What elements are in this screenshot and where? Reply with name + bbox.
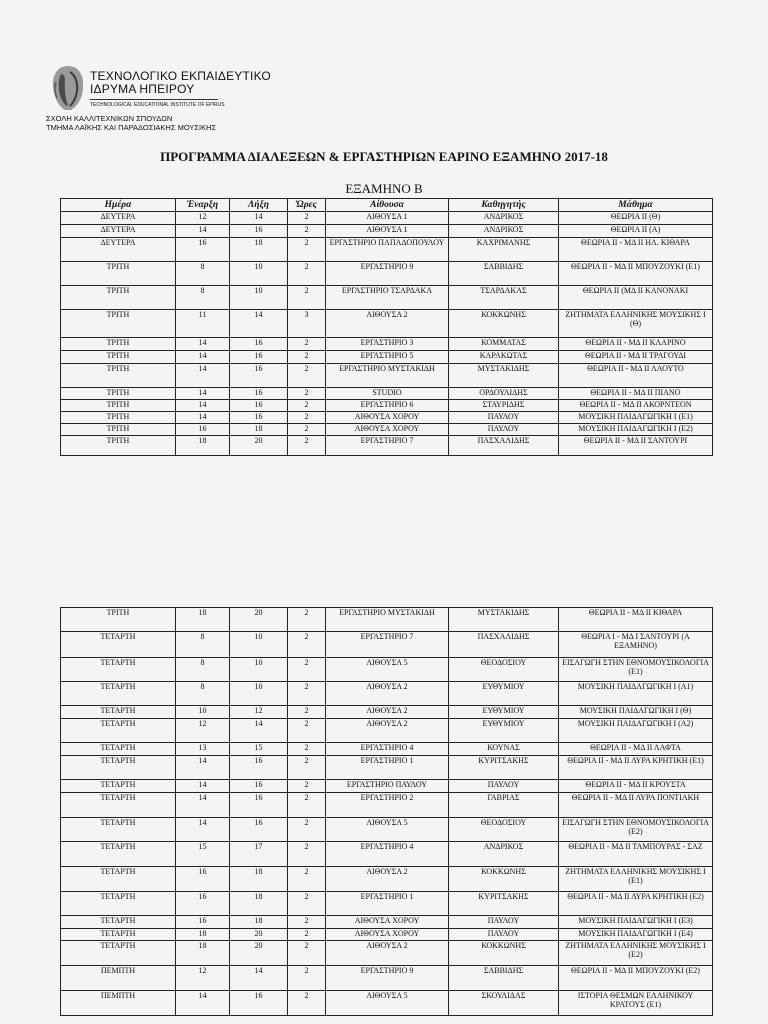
table-cell: ΜΟΥΣΙΚΗ ΠΑΙΔΑΓΩΓΙΚΗ Ι (Α1) xyxy=(559,682,713,706)
table-cell: ΘΕΩΡΙΑ ΙΙ - ΜΔ ΙΙ ΜΠΟΥΖΟΥΚΙ (Ε2) xyxy=(559,966,713,991)
table-cell: ΤΡΙΤΗ xyxy=(61,286,176,310)
table-cell: 2 xyxy=(288,706,326,719)
table-cell: 15 xyxy=(176,842,230,867)
table-cell: ΘΕΟΔΟΣΙΟΥ xyxy=(449,818,559,842)
table-cell: 18 xyxy=(176,941,230,966)
table-cell: 14 xyxy=(176,351,230,364)
table-cell: ΚΑΧΡΙΜΑΝΗΣ xyxy=(449,238,559,262)
table-cell: ΑΙΘΟΥΣΑ 2 xyxy=(326,682,449,706)
table-cell: ΕΙΣΑΓΩΓΗ ΣΤΗΝ ΕΘΝΟΜΟΥΣΙΚΟΛΟΓΙΑ (Ε1) xyxy=(559,658,713,682)
table-cell: ΕΡΓΑΣΤΗΡΙΟ ΤΣΑΡΔΑΚΑ xyxy=(326,286,449,310)
column-header: Καθηγητής xyxy=(449,199,559,212)
table-row xyxy=(61,929,713,941)
table-cell: ΤΕΤΑΡΤΗ xyxy=(61,743,176,756)
table-cell: 2 xyxy=(288,743,326,756)
table-cell: ΘΕΩΡΙΑ ΙΙ (ΜΔ ΙΙ ΚΑΝΟΝΑΚΙ xyxy=(559,286,713,310)
table-cell: 2 xyxy=(288,719,326,743)
table-cell: ΣΚΟΥΛΙΔΑΣ xyxy=(449,991,559,1016)
table-cell: 10 xyxy=(230,632,288,658)
table-cell: ΕΡΓΑΣΤΗΡΙΟ 1 xyxy=(326,892,449,916)
table-cell: 2 xyxy=(288,424,326,436)
table-cell: ΠΑΥΛΟΥ xyxy=(449,780,559,793)
table-cell: ΜΥΣΤΑΚΙΔΗΣ xyxy=(449,608,559,632)
table-cell: ΘΕΩΡΙΑ ΙΙ - ΜΔ ΙΙ ΚΡΟΥΣΤΑ xyxy=(559,780,713,793)
table-cell: ΖΗΤΗΜΑΤΑ ΕΛΛΗΝΙΚΗΣ ΜΟΥΣΙΚΗΣ Ι (Θ) xyxy=(559,310,713,338)
table-cell: ΑΙΘΟΥΣΑ 2 xyxy=(326,706,449,719)
table-header-row xyxy=(61,199,713,212)
table-cell: ΑΙΘΟΥΣΑ 2 xyxy=(326,719,449,743)
table-cell: 2 xyxy=(288,212,326,225)
table-row xyxy=(61,916,713,929)
table-cell: ΤΡΙΤΗ xyxy=(61,351,176,364)
table-row xyxy=(61,780,713,793)
column-header: Ημέρα xyxy=(61,199,176,212)
institute-name-english: TECHNOLOGICAL EDUCATIONAL INSTITUTE OF EPIRUS xyxy=(90,102,225,108)
table-cell: ΕΡΓΑΣΤΗΡΙΟ ΠΑΥΛΟΥ xyxy=(326,780,449,793)
table-cell: ΣΑΒΒΙΔΗΣ xyxy=(449,966,559,991)
table-cell: 20 xyxy=(230,929,288,941)
table-cell: ΚΑΡΑΚΩΤΑΣ xyxy=(449,351,559,364)
table-row xyxy=(61,719,713,743)
table-cell: ΤΕΤΑΡΤΗ xyxy=(61,682,176,706)
table-cell: 16 xyxy=(176,916,230,929)
table-cell: ΣΤΑΥΡΙΔΗΣ xyxy=(449,400,559,412)
table-cell: 14 xyxy=(176,991,230,1016)
table-cell: ΘΕΩΡΙΑ Ι - ΜΔ Ι ΣΑΝΤΟΥΡΙ (Α ΕΞΑΜΗΝΟ) xyxy=(559,632,713,658)
table-row xyxy=(61,991,713,1016)
table-row xyxy=(61,941,713,966)
table-cell: ΚΟΥΝΑΣ xyxy=(449,743,559,756)
institute-name-line2: ΙΔΡΥΜΑ ΗΠΕΙΡΟΥ xyxy=(90,82,195,96)
table-cell: ΕΡΓΑΣΤΗΡΙΟ 9 xyxy=(326,966,449,991)
table-cell: ΘΕΩΡΙΑ ΙΙ - ΜΔ ΙΙ ΛΑΟΥΤΟ xyxy=(559,364,713,388)
table-cell: ΚΥΡΙΤΣΑΚΗΣ xyxy=(449,892,559,916)
table-row xyxy=(61,892,713,916)
table-cell: ΤΡΙΤΗ xyxy=(61,608,176,632)
table-row xyxy=(61,286,713,310)
table-cell: ΤΕΤΑΡΤΗ xyxy=(61,756,176,780)
table-cell: ΤΡΙΤΗ xyxy=(61,262,176,286)
table-row xyxy=(61,682,713,706)
table-cell: ΚΟΚΚΩΝΗΣ xyxy=(449,941,559,966)
table-cell: 18 xyxy=(230,238,288,262)
table-cell: ΤΕΤΑΡΤΗ xyxy=(61,842,176,867)
table-cell: ΘΕΩΡΙΑ ΙΙ - ΜΔ ΙΙ ΗΛ. ΚΙΘΑΡΑ xyxy=(559,238,713,262)
table-cell: 14 xyxy=(176,388,230,400)
table-cell: ΤΡΙΤΗ xyxy=(61,436,176,456)
table-cell: 2 xyxy=(288,892,326,916)
table-cell: ΤΕΤΑΡΤΗ xyxy=(61,719,176,743)
table-cell: 8 xyxy=(176,262,230,286)
table-cell: 2 xyxy=(288,262,326,286)
table-cell: ΜΟΥΣΙΚΗ ΠΑΙΔΑΓΩΓΙΚΗ Ι (Ε4) xyxy=(559,929,713,941)
table-cell: ΠΑΥΛΟΥ xyxy=(449,424,559,436)
table-cell: ΘΕΩΡΙΑ ΙΙ (Θ) xyxy=(559,212,713,225)
table-cell: ΜΟΥΣΙΚΗ ΠΑΙΔΑΓΩΓΙΚΗ Ι (Α2) xyxy=(559,719,713,743)
table-cell: ΤΕΤΑΡΤΗ xyxy=(61,632,176,658)
table-cell: 14 xyxy=(176,364,230,388)
table-cell: ΘΕΩΡΙΑ ΙΙ (Α) xyxy=(559,225,713,238)
table-cell: 18 xyxy=(230,424,288,436)
table-cell: 16 xyxy=(176,424,230,436)
table-cell: ΑΙΘΟΥΣΑ 1 xyxy=(326,212,449,225)
table-cell: ΤΡΙΤΗ xyxy=(61,310,176,338)
table-row xyxy=(61,608,713,632)
table-cell: ΑΙΘΟΥΣΑ ΧΟΡΟΥ xyxy=(326,929,449,941)
table-cell: ΚΟΚΚΩΝΗΣ xyxy=(449,867,559,892)
table-cell: ΑΙΘΟΥΣΑ ΧΟΡΟΥ xyxy=(326,916,449,929)
table-cell: ΘΕΩΡΙΑ ΙΙ - ΜΔ ΙΙ ΛΥΡΑ ΚΡΗΤΙΚΗ (Ε1) xyxy=(559,756,713,780)
table-cell: 12 xyxy=(176,966,230,991)
table-cell: ΤΡΙΤΗ xyxy=(61,424,176,436)
institute-name-line1: ΤΕΧΝΟΛΟΓΙΚΟ ΕΚΠΑΙΔΕΥΤΙΚΟ xyxy=(90,69,271,83)
table-cell: 16 xyxy=(230,364,288,388)
table-cell: ΜΟΥΣΙΚΗ ΠΑΙΔΑΓΩΓΙΚΗ Ι (Ε2) xyxy=(559,424,713,436)
table-cell: 16 xyxy=(230,351,288,364)
table-cell: ΠΑΣΧΑΛΙΔΗΣ xyxy=(449,632,559,658)
table-cell: 14 xyxy=(176,400,230,412)
table-cell: ΖΗΤΗΜΑΤΑ ΕΛΛΗΝΙΚΗΣ ΜΟΥΣΙΚΗΣ Ι (Ε1) xyxy=(559,867,713,892)
table-cell: 14 xyxy=(230,212,288,225)
table-cell: 2 xyxy=(288,818,326,842)
table-cell: 2 xyxy=(288,238,326,262)
table-cell: ΔΕΥΤΕΡΑ xyxy=(61,238,176,262)
table-cell: STUDIO xyxy=(326,388,449,400)
table-cell: 2 xyxy=(288,867,326,892)
table-cell: 2 xyxy=(288,286,326,310)
table-cell: 18 xyxy=(230,867,288,892)
table-cell: 8 xyxy=(176,286,230,310)
table-cell: ΚΟΜΜΑΤΑΣ xyxy=(449,338,559,351)
table-row xyxy=(61,338,713,351)
table-cell: 2 xyxy=(288,991,326,1016)
table-cell: ΠΑΣΧΑΛΙΔΗΣ xyxy=(449,436,559,456)
table-row xyxy=(61,424,713,436)
table-cell: ΚΟΚΚΩΝΗΣ xyxy=(449,310,559,338)
table-cell: 18 xyxy=(230,916,288,929)
table-row xyxy=(61,436,713,456)
table-cell: ΤΕΤΑΡΤΗ xyxy=(61,867,176,892)
table-cell: 13 xyxy=(176,743,230,756)
table-row xyxy=(61,632,713,658)
table-cell: ΔΕΥΤΕΡΑ xyxy=(61,225,176,238)
table-cell: 2 xyxy=(288,400,326,412)
table-cell: ΔΕΥΤΕΡΑ xyxy=(61,212,176,225)
table-row xyxy=(61,867,713,892)
table-cell: 16 xyxy=(230,400,288,412)
table-cell: ΘΕΩΡΙΑ ΙΙ - ΜΔ ΙΙ ΛΥΡΑ ΠΟΝΤΙΑΚΗ xyxy=(559,793,713,818)
table-cell: 14 xyxy=(230,719,288,743)
table-cell: 10 xyxy=(230,286,288,310)
table-cell: 16 xyxy=(230,412,288,424)
table-cell: ΤΕΤΑΡΤΗ xyxy=(61,780,176,793)
table-row xyxy=(61,706,713,719)
table-cell: 2 xyxy=(288,632,326,658)
table-cell: ΘΕΩΡΙΑ ΙΙ - ΜΔ ΙΙ ΠΙΑΝΟ xyxy=(559,388,713,400)
table-cell: 2 xyxy=(288,412,326,424)
table-cell: ΙΣΤΟΡΙΑ ΘΕΣΜΩΝ ΕΛΛΗΝΙΚΟΥ ΚΡΑΤΟΥΣ (Ε1) xyxy=(559,991,713,1016)
table-row xyxy=(61,412,713,424)
table-cell: ΘΕΩΡΙΑ ΙΙ - ΜΔ ΙΙ ΤΑΜΠΟΥΡΑΣ - ΣΑΖ xyxy=(559,842,713,867)
table-cell: ΕΡΓΑΣΤΗΡΙΟ 7 xyxy=(326,632,449,658)
table-row xyxy=(61,793,713,818)
table-cell: 14 xyxy=(176,780,230,793)
table-cell: 2 xyxy=(288,756,326,780)
table-cell: 2 xyxy=(288,351,326,364)
table-cell: ΕΡΓΑΣΤΗΡΙΟ 7 xyxy=(326,436,449,456)
table-cell: 16 xyxy=(230,388,288,400)
table-row xyxy=(61,818,713,842)
schedule-table-part2 xyxy=(60,607,713,1016)
table-cell: ΠΑΥΛΟΥ xyxy=(449,929,559,941)
column-header: Ώρες xyxy=(288,199,326,212)
table-cell: 14 xyxy=(176,793,230,818)
table-cell: ΕΡΓΑΣΤΗΡΙΟ 6 xyxy=(326,400,449,412)
schedule-table-part1 xyxy=(60,198,713,456)
table-cell: ΤΕΤΑΡΤΗ xyxy=(61,818,176,842)
table-cell: 2 xyxy=(288,780,326,793)
table-cell: 14 xyxy=(176,412,230,424)
table-cell: 2 xyxy=(288,364,326,388)
table-cell: 14 xyxy=(176,225,230,238)
table-cell: 12 xyxy=(230,706,288,719)
table-cell: ΕΡΓΑΣΤΗΡΙΟ 4 xyxy=(326,842,449,867)
table-cell: ΑΙΘΟΥΣΑ 2 xyxy=(326,310,449,338)
table-row xyxy=(61,966,713,991)
table-cell: ΤΡΙΤΗ xyxy=(61,338,176,351)
table-cell: 12 xyxy=(176,719,230,743)
table-cell: 18 xyxy=(176,436,230,456)
table-cell: ΘΕΩΡΙΑ ΙΙ - ΜΔ ΙΙ ΛΑΦΤΑ xyxy=(559,743,713,756)
table-cell: ΜΟΥΣΙΚΗ ΠΑΙΔΑΓΩΓΙΚΗ Ι (Ε1) xyxy=(559,412,713,424)
department-name: ΤΜΗΜΑ ΛΑΪΚΗΣ ΚΑΙ ΠΑΡΑΔΟΣΙΑΚΗΣ ΜΟΥΣΙΚΗΣ xyxy=(46,123,217,132)
table-cell: 2 xyxy=(288,608,326,632)
table-row xyxy=(61,658,713,682)
table-cell: 2 xyxy=(288,966,326,991)
table-cell: ΤΡΙΤΗ xyxy=(61,388,176,400)
table-cell: ΤΡΙΤΗ xyxy=(61,400,176,412)
table-cell: 2 xyxy=(288,842,326,867)
table-cell: 20 xyxy=(230,941,288,966)
table-cell: ΑΙΘΟΥΣΑ ΧΟΡΟΥ xyxy=(326,424,449,436)
table-cell: ΕΡΓΑΣΤΗΡΙΟ 5 xyxy=(326,351,449,364)
table-cell: 16 xyxy=(230,338,288,351)
table-cell: 14 xyxy=(230,310,288,338)
table-cell: ΑΙΘΟΥΣΑ 5 xyxy=(326,818,449,842)
table-row xyxy=(61,400,713,412)
table-cell: 16 xyxy=(230,991,288,1016)
table-cell: ΕΡΓΑΣΤΗΡΙΟ 9 xyxy=(326,262,449,286)
table-cell: 20 xyxy=(230,608,288,632)
institute-logo-icon xyxy=(48,64,88,112)
table-cell: ΕΡΓΑΣΤΗΡΙΟ 4 xyxy=(326,743,449,756)
table-cell: ΠΑΥΛΟΥ xyxy=(449,412,559,424)
table-cell: ΘΕΩΡΙΑ ΙΙ - ΜΔ ΙΙ ΛΥΡΑ ΚΡΗΤΙΚΗ (Ε2) xyxy=(559,892,713,916)
table-cell: ΟΡΔΟΥΛΙΔΗΣ xyxy=(449,388,559,400)
column-header: Μάθημα xyxy=(559,199,713,212)
table-cell: 18 xyxy=(176,608,230,632)
table-cell: ΜΥΣΤΑΚΙΔΗΣ xyxy=(449,364,559,388)
table-row xyxy=(61,351,713,364)
table-cell: 2 xyxy=(288,658,326,682)
table-row xyxy=(61,756,713,780)
table-cell: ΘΕΩΡΙΑ ΙΙ - ΜΔ ΙΙ ΣΑΝΤΟΥΡΙ xyxy=(559,436,713,456)
table-cell: 16 xyxy=(230,780,288,793)
table-cell: 2 xyxy=(288,436,326,456)
table-cell: ΑΝΔΡΙΚΟΣ xyxy=(449,225,559,238)
table-cell: ΑΙΘΟΥΣΑ ΧΟΡΟΥ xyxy=(326,412,449,424)
table-cell: 18 xyxy=(176,929,230,941)
table-cell: ΑΙΘΟΥΣΑ 5 xyxy=(326,991,449,1016)
table-cell: 8 xyxy=(176,682,230,706)
table-cell: 14 xyxy=(176,756,230,780)
table-cell: ΑΙΘΟΥΣΑ 2 xyxy=(326,941,449,966)
table-cell: 17 xyxy=(230,842,288,867)
table-cell: 8 xyxy=(176,658,230,682)
table-cell: 16 xyxy=(176,238,230,262)
table-cell: 10 xyxy=(230,262,288,286)
table-row xyxy=(61,225,713,238)
table-cell: ΕΡΓΑΣΤΗΡΙΟ 3 xyxy=(326,338,449,351)
table-cell: ΑΝΔΡΙΚΟΣ xyxy=(449,842,559,867)
table-cell: ΖΗΤΗΜΑΤΑ ΕΛΛΗΝΙΚΗΣ ΜΟΥΣΙΚΗΣ Ι (Ε2) xyxy=(559,941,713,966)
table-cell: ΑΝΔΡΙΚΟΣ xyxy=(449,212,559,225)
table-row xyxy=(61,388,713,400)
table-cell: ΜΟΥΣΙΚΗ ΠΑΙΔΑΓΩΓΙΚΗ Ι (Θ) xyxy=(559,706,713,719)
table-cell: 14 xyxy=(230,966,288,991)
table-row xyxy=(61,238,713,262)
table-cell: ΕΙΣΑΓΩΓΗ ΣΤΗΝ ΕΘΝΟΜΟΥΣΙΚΟΛΟΓΙΑ (Ε2) xyxy=(559,818,713,842)
table-cell: 10 xyxy=(230,682,288,706)
table-cell: ΤΕΤΑΡΤΗ xyxy=(61,929,176,941)
table-cell: ΕΥΘΥΜΙΟΥ xyxy=(449,719,559,743)
table-cell: 16 xyxy=(176,892,230,916)
table-cell: ΕΡΓΑΣΤΗΡΙΟ 2 xyxy=(326,793,449,818)
table-cell: ΑΙΘΟΥΣΑ 1 xyxy=(326,225,449,238)
table-cell: ΑΙΘΟΥΣΑ 5 xyxy=(326,658,449,682)
table-cell: 10 xyxy=(230,658,288,682)
table-cell: ΤΡΙΤΗ xyxy=(61,412,176,424)
table-cell: 2 xyxy=(288,338,326,351)
table-cell: ΤΕΤΑΡΤΗ xyxy=(61,892,176,916)
table-cell: ΤΡΙΤΗ xyxy=(61,364,176,388)
table-row xyxy=(61,212,713,225)
table-cell: 2 xyxy=(288,388,326,400)
table-cell: ΘΕΩΡΙΑ ΙΙ - ΜΔ ΙΙ ΚΛΑΡΙΝΟ xyxy=(559,338,713,351)
table-cell: ΠΕΜΠΤΗ xyxy=(61,966,176,991)
table-cell: ΤΣΑΡΔΑΚΑΣ xyxy=(449,286,559,310)
table-cell: 2 xyxy=(288,793,326,818)
table-cell: ΣΑΒΒΙΔΗΣ xyxy=(449,262,559,286)
school-name: ΣΧΟΛΗ ΚΑΛΛΙΤΕΧΝΙΚΩΝ ΣΠΟΥΔΩΝ xyxy=(46,114,173,123)
table-cell: ΘΕΩΡΙΑ ΙΙ - ΜΔ ΙΙ ΜΠΟΥΖΟΥΚΙ (Ε1) xyxy=(559,262,713,286)
table-cell: 2 xyxy=(288,225,326,238)
table-cell: 14 xyxy=(176,338,230,351)
column-header: Λήξη xyxy=(230,199,288,212)
column-header: Αίθουσα xyxy=(326,199,449,212)
table-row xyxy=(61,310,713,338)
table-cell: 2 xyxy=(288,682,326,706)
table-cell: ΕΡΓΑΣΤΗΡΙΟ ΜΥΣΤΑΚΙΔΗ xyxy=(326,364,449,388)
table-cell: 16 xyxy=(230,793,288,818)
table-cell: 2 xyxy=(288,941,326,966)
table-cell: ΕΡΓΑΣΤΗΡΙΟ ΠΑΠΑΔΟΠΟΥΛΟΥ xyxy=(326,238,449,262)
table-cell: 20 xyxy=(230,436,288,456)
table-cell: ΜΟΥΣΙΚΗ ΠΑΙΔΑΓΩΓΙΚΗ Ι (Ε3) xyxy=(559,916,713,929)
semester-heading: ΕΞΑΜΗΝΟ Β xyxy=(345,181,423,196)
table-cell: 14 xyxy=(176,818,230,842)
table-cell: ΤΕΤΑΡΤΗ xyxy=(61,706,176,719)
page-title: ΠΡΟΓΡΑΜΜΑ ΔΙΑΛΕΞΕΩΝ & ΕΡΓΑΣΤΗΡΙΩΝ ΕΑΡΙΝΟ ΕΞΑΜΗΝΟ 2017-18 xyxy=(160,149,608,164)
table-cell: ΘΕΟΔΟΣΙΟΥ xyxy=(449,658,559,682)
table-cell: 16 xyxy=(230,225,288,238)
table-row xyxy=(61,262,713,286)
table-cell: 16 xyxy=(230,818,288,842)
table-cell: 3 xyxy=(288,310,326,338)
table-cell: 16 xyxy=(230,756,288,780)
table-cell: ΤΕΤΑΡΤΗ xyxy=(61,941,176,966)
table-cell: 2 xyxy=(288,929,326,941)
table-row xyxy=(61,364,713,388)
divider xyxy=(90,99,218,100)
table-cell: 11 xyxy=(176,310,230,338)
table-cell: 18 xyxy=(230,892,288,916)
table-cell: ΤΕΤΑΡΤΗ xyxy=(61,793,176,818)
table-cell: ΕΡΓΑΣΤΗΡΙΟ 1 xyxy=(326,756,449,780)
table-cell: 10 xyxy=(176,706,230,719)
table-cell: ΕΥΘΥΜΙΟΥ xyxy=(449,706,559,719)
table-cell: 15 xyxy=(230,743,288,756)
table-cell: ΤΕΤΑΡΤΗ xyxy=(61,916,176,929)
table-cell: ΘΕΩΡΙΑ ΙΙ - ΜΔ ΙΙ ΑΚΟΡΝΤΕΟΝ xyxy=(559,400,713,412)
table-cell: ΕΡΓΑΣΤΗΡΙΟ ΜΥΣΤΑΚΙΔΗ xyxy=(326,608,449,632)
table-row xyxy=(61,743,713,756)
table-cell: ΤΕΤΑΡΤΗ xyxy=(61,658,176,682)
table-cell: ΑΙΘΟΥΣΑ 2 xyxy=(326,867,449,892)
table-cell: 8 xyxy=(176,632,230,658)
table-cell: ΠΑΥΛΟΥ xyxy=(449,916,559,929)
table-cell: ΘΕΩΡΙΑ ΙΙ - ΜΔ ΙΙ ΚΙΘΑΡΑ xyxy=(559,608,713,632)
table-cell: ΓΑΒΡΙΑΣ xyxy=(449,793,559,818)
table-cell: ΠΕΜΠΤΗ xyxy=(61,991,176,1016)
table-cell: 2 xyxy=(288,916,326,929)
table-row xyxy=(61,842,713,867)
table-cell: ΕΥΘΥΜΙΟΥ xyxy=(449,682,559,706)
table-cell: 12 xyxy=(176,212,230,225)
table-cell: 16 xyxy=(176,867,230,892)
table-cell: ΘΕΩΡΙΑ ΙΙ - ΜΔ ΙΙ ΤΡΑΓΟΥΔΙ xyxy=(559,351,713,364)
column-header: Έναρξη xyxy=(176,199,230,212)
table-cell: ΚΥΡΙΤΣΑΚΗΣ xyxy=(449,756,559,780)
